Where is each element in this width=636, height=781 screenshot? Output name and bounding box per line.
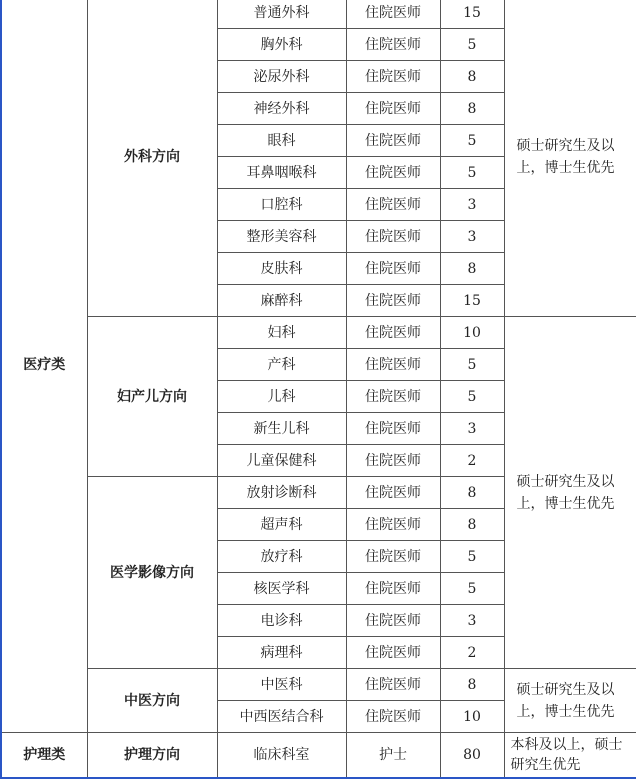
count-cell: 5 bbox=[440, 125, 504, 157]
count-cell: 15 bbox=[440, 0, 504, 29]
table-row bbox=[1, 669, 636, 701]
position-cell: 住院医师 bbox=[346, 221, 440, 253]
dept-cell: 耳鼻咽喉科 bbox=[217, 157, 346, 189]
position-cell: 住院医师 bbox=[346, 573, 440, 605]
count-cell: 5 bbox=[440, 29, 504, 61]
dept-cell: 病理科 bbox=[217, 637, 346, 669]
dept-cell: 产科 bbox=[217, 349, 346, 381]
dept-cell: 儿科 bbox=[217, 381, 346, 413]
dept-cell: 神经外科 bbox=[217, 93, 346, 125]
dept-cell: 临床科室 bbox=[217, 733, 346, 779]
count-cell: 5 bbox=[440, 157, 504, 189]
position-cell: 住院医师 bbox=[346, 605, 440, 637]
position-cell: 住院医师 bbox=[346, 285, 440, 317]
count-cell: 8 bbox=[440, 669, 504, 701]
category-medical: 医疗类 bbox=[1, 0, 87, 733]
category-nursing: 护理类 bbox=[1, 733, 87, 779]
position-cell: 住院医师 bbox=[346, 93, 440, 125]
position-cell: 住院医师 bbox=[346, 0, 440, 29]
requirement-shared: 硕士研究生及以上，博士生优先 bbox=[504, 317, 636, 669]
position-cell: 住院医师 bbox=[346, 189, 440, 221]
count-cell: 8 bbox=[440, 509, 504, 541]
position-cell: 住院医师 bbox=[346, 157, 440, 189]
requirement-tcm: 硕士研究生及以上，博士生优先 bbox=[504, 669, 636, 733]
requirement-surgery: 硕士研究生及以上，博士生优先 bbox=[504, 0, 636, 317]
count-cell: 10 bbox=[440, 701, 504, 733]
dept-cell: 口腔科 bbox=[217, 189, 346, 221]
dept-cell: 放疗科 bbox=[217, 541, 346, 573]
count-cell: 3 bbox=[440, 189, 504, 221]
count-cell: 3 bbox=[440, 605, 504, 637]
count-cell: 80 bbox=[440, 733, 504, 779]
dept-cell: 妇科 bbox=[217, 317, 346, 349]
dept-cell: 中医科 bbox=[217, 669, 346, 701]
count-cell: 2 bbox=[440, 445, 504, 477]
position-cell: 住院医师 bbox=[346, 125, 440, 157]
dept-cell: 中西医结合科 bbox=[217, 701, 346, 733]
position-cell: 护士 bbox=[346, 733, 440, 779]
position-cell: 住院医师 bbox=[346, 669, 440, 701]
position-cell: 住院医师 bbox=[346, 477, 440, 509]
count-cell: 8 bbox=[440, 61, 504, 93]
position-cell: 住院医师 bbox=[346, 349, 440, 381]
count-cell: 15 bbox=[440, 285, 504, 317]
position-cell: 住院医师 bbox=[346, 29, 440, 61]
position-cell: 住院医师 bbox=[346, 317, 440, 349]
count-cell: 8 bbox=[440, 93, 504, 125]
dept-cell: 泌尿外科 bbox=[217, 61, 346, 93]
direction-medical-imaging: 医学影像方向 bbox=[87, 477, 217, 669]
position-cell: 住院医师 bbox=[346, 381, 440, 413]
dept-cell: 皮肤科 bbox=[217, 253, 346, 285]
count-cell: 8 bbox=[440, 253, 504, 285]
count-cell: 5 bbox=[440, 349, 504, 381]
count-cell: 5 bbox=[440, 541, 504, 573]
count-cell: 2 bbox=[440, 637, 504, 669]
count-cell: 10 bbox=[440, 317, 504, 349]
position-cell: 住院医师 bbox=[346, 413, 440, 445]
position-cell: 住院医师 bbox=[346, 253, 440, 285]
position-cell: 住院医师 bbox=[346, 509, 440, 541]
dept-cell: 普通外科 bbox=[217, 0, 346, 29]
table-row bbox=[1, 733, 636, 779]
dept-cell: 放射诊断科 bbox=[217, 477, 346, 509]
count-cell: 8 bbox=[440, 477, 504, 509]
dept-cell: 眼科 bbox=[217, 125, 346, 157]
count-cell: 5 bbox=[440, 381, 504, 413]
direction-tcm: 中医方向 bbox=[87, 669, 217, 733]
count-cell: 3 bbox=[440, 413, 504, 445]
dept-cell: 新生儿科 bbox=[217, 413, 346, 445]
dept-cell: 整形美容科 bbox=[217, 221, 346, 253]
requirement-nursing: 本科及以上，硕士研究生优先 bbox=[504, 733, 636, 779]
table-row bbox=[1, 0, 636, 29]
dept-cell: 胸外科 bbox=[217, 29, 346, 61]
dept-cell: 超声科 bbox=[217, 509, 346, 541]
direction-nursing: 护理方向 bbox=[87, 733, 217, 779]
count-cell: 5 bbox=[440, 573, 504, 605]
dept-cell: 电诊科 bbox=[217, 605, 346, 637]
direction-obgyn-pediatrics: 妇产儿方向 bbox=[87, 317, 217, 477]
dept-cell: 麻醉科 bbox=[217, 285, 346, 317]
count-cell: 3 bbox=[440, 221, 504, 253]
table-row bbox=[1, 317, 636, 349]
position-cell: 住院医师 bbox=[346, 445, 440, 477]
position-cell: 住院医师 bbox=[346, 701, 440, 733]
direction-surgery: 外科方向 bbox=[87, 0, 217, 317]
position-cell: 住院医师 bbox=[346, 637, 440, 669]
position-cell: 住院医师 bbox=[346, 61, 440, 93]
dept-cell: 核医学科 bbox=[217, 573, 346, 605]
position-cell: 住院医师 bbox=[346, 541, 440, 573]
dept-cell: 儿童保健科 bbox=[217, 445, 346, 477]
